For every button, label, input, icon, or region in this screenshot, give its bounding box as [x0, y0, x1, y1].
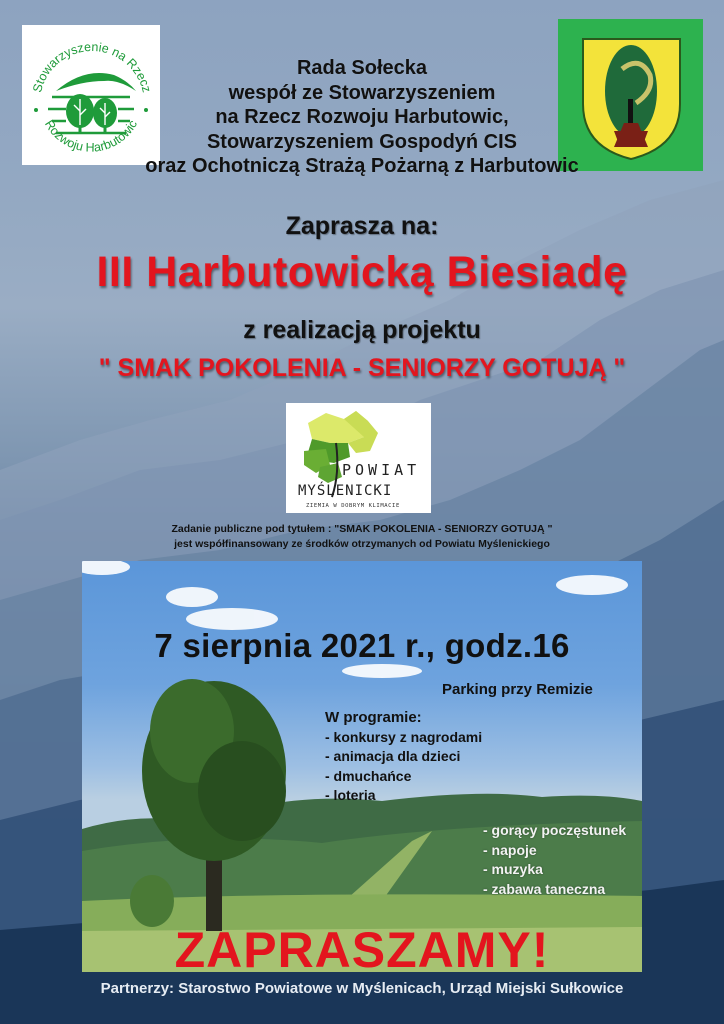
- logo-bottom-text: Rozwoju Harbutowic: [41, 117, 140, 155]
- partners-line: Partnerzy: Starostwo Powiatowe w Myślenicach, Urząd Miejski Sułkowice: [100, 980, 624, 997]
- organizer-line: oraz Ochotniczą Strażą Pożarną z Harbutowic: [145, 155, 579, 177]
- organizer-line: wespół ze Stowarzyszeniem: [228, 81, 496, 104]
- funding-note: [100, 522, 624, 552]
- powiat-line2: MYŚLENICKI: [298, 483, 393, 499]
- extras-list: [483, 821, 626, 899]
- event-title: III Harbutowicką Biesiadę: [96, 248, 628, 296]
- logo-top-text: Stowarzyszenie na Rzecz: [30, 39, 154, 94]
- organizer-line: Stowarzyszeniem Gospodyń CIS: [206, 130, 518, 153]
- extras-item: - zabawa taneczna: [483, 880, 606, 897]
- project-name: " SMAK POKOLENIA - SENIORZY GOTUJĄ ": [98, 354, 626, 382]
- powiat-line1: POWIAT: [342, 461, 421, 479]
- program-item: - dmuchańce: [325, 767, 412, 784]
- program-list: [325, 708, 482, 806]
- organizers-block: [60, 56, 664, 179]
- event-location: Parking przy Remizie: [442, 681, 593, 698]
- extras-item: - gorący poczęstunek: [483, 822, 627, 838]
- extras-item: - muzyka: [483, 861, 543, 877]
- funding-line: Zadanie publiczne pod tytułem : "SMAK POKOLENIA - SENIORZY GOTUJĄ ": [171, 523, 553, 535]
- program-item: - loteria: [325, 787, 376, 803]
- organizer-line: Rada Sołecka: [296, 57, 428, 79]
- powiat-logo: [286, 403, 431, 513]
- organizer-line: na Rzecz Rozwoju Harbutowic,: [215, 106, 509, 128]
- funding-line: jest współfinansowany ze środków otrzymanych od Powiatu Myślenickiego: [174, 538, 550, 550]
- invite-intro: Zaprasza na:: [285, 212, 439, 240]
- event-date-time: 7 sierpnia 2021 r., godz.16: [154, 627, 570, 664]
- program-title: W programie:: [325, 709, 422, 726]
- project-subtitle: z realizacją projektu: [243, 316, 481, 344]
- powiat-line3: ZIEMIA W DOBRYM KLIMACIE: [306, 503, 400, 509]
- extras-item: - napoje: [483, 841, 537, 858]
- closing-invite: ZAPRASZAMY!: [174, 922, 550, 972]
- program-item: - animacja dla dzieci: [325, 748, 461, 764]
- program-item: - konkursy z nagrodami: [325, 728, 483, 745]
- event-photo-panel: [82, 561, 642, 972]
